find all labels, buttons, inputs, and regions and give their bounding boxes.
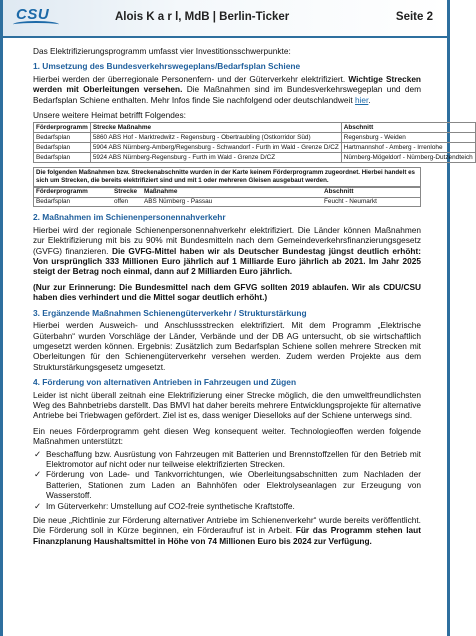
- t1-cell: Bedarfsplan: [34, 153, 91, 163]
- s1-text-bold: Wichtige Strecken werden mit Oberleitungen versehen.: [33, 73, 422, 95]
- t2-col-abschnitt: Abschnitt: [324, 188, 354, 196]
- table-1-header: [34, 123, 476, 133]
- t1-cell: Bedarfsplan: [34, 143, 91, 153]
- table-1: [33, 122, 476, 163]
- table-row: [34, 143, 476, 153]
- section-4-paragraph-2: Ein neues Förderprogramm geht diesen Weg konsequent weiter. Technologieoffen werden folgende Maßnahmen unterstützt:: [33, 425, 421, 447]
- table-row: [34, 133, 476, 143]
- section-3-heading: 3. Ergänzende Maßnahmen Schienengüterverkehr / Strukturstärkung: [33, 307, 307, 318]
- t2-col-foerderprogramm: Förderprogramm: [36, 188, 88, 196]
- logo-text: CSU: [16, 6, 50, 23]
- s4-text-bold: Für das Programm stehen laut Finanzplanung Haushaltsmittel in Höhe von 74 Millionen Euro bis 2024 zur Verfügung.: [33, 525, 422, 546]
- list-item: [33, 469, 421, 500]
- here-link[interactable]: hier: [354, 94, 369, 105]
- section-1-heading: 1. Umsetzung des Bundesverkehrswegeplans/Bedarfsplan Schiene: [33, 61, 301, 72]
- table-2-header: [34, 188, 420, 197]
- t2-cell: offen: [114, 197, 129, 205]
- section-4-heading: 4. Förderung von alternativen Antrieben in Fahrzeugen und Zügen: [33, 377, 297, 388]
- s1-text-c: Die Maßnahmen sind im Bundesverkehrswegeplan und dem Bedarfsplan Schiene enthalten. Mehr Infos finde Sie nachfolgend oder deutschlandweit: [33, 84, 421, 105]
- section-1-paragraph: Hierbei werden der überregionale Personenfern- und der Güterverkehr elektrifiziert. Wichtige Strecken werden mit Oberleitungen versehen. Die Maßnahmen sind im Bundesverkehrswegeplan und dem Bedarfsplan Schiene enthalten. Mehr Infos finde Sie nachfolgend oder deutschlandweit hier.: [33, 73, 422, 105]
- list-item-text: Im Güterverkehr: Umstellung auf CO2-freie synthetische Kraftstoffe.: [46, 500, 295, 511]
- list-item-text: Förderung von Lade- und Tankvorrichtungen, wie Oberleitungsabschnitten zum Nachladen der Batterien, Stationen zum Laden an Bahnhöfen oder Elektrolyseanlagen zur Erzeugung von Wasserstoff.: [46, 469, 421, 501]
- t2-cell: ABS Nürnberg - Passau: [144, 197, 213, 205]
- intro: Das Elektrifizierungsprogramm umfasst vier Investitionsschwerpunkte:: [33, 46, 291, 56]
- logo-swoosh: [13, 21, 59, 28]
- t2-cell: Bedarfsplan: [36, 197, 71, 205]
- t1-cell: Bedarfsplan: [34, 133, 91, 143]
- t1-cell: 5924 ABS Nürnberg-Regensburg - Furth im Wald - Grenze D/CZ: [90, 153, 341, 163]
- section-4-paragraph-3: [33, 515, 421, 546]
- table-2: [33, 187, 421, 207]
- t1-cell: Hartmannshof - Amberg - Irrenlohe: [341, 143, 475, 153]
- t1-col-strecke: Strecke: [92, 124, 116, 132]
- section-2-heading: 2. Maßnahmen im Schienenpersonennahverkehr: [33, 212, 226, 223]
- t1-cell: 5904 ABS Nürnberg-Amberg/Regensburg - Schwandorf - Furth im Wald - Grenze D/CZ: [90, 143, 341, 153]
- table-row: [34, 197, 420, 207]
- checkmark-icon: ✓: [34, 469, 41, 480]
- t1-col-massnahme: Maßnahme: [117, 124, 152, 132]
- s1-text-a: Hierbei werden der überregionale Personenfern- und der Güterverkehr elektrifiziert.: [33, 73, 346, 84]
- t2-cell: Feucht - Neumarkt: [324, 197, 377, 205]
- section-4-paragraph-1: Leider ist nicht überall zeitnah eine Elektrifizierung einer Strecke möglich, die den umweltfreundlichsten Weg des Bahnbetriebs darstellt. Das BMVI hat daher bereits mehrere Entwicklungsprojekte für alternative Antriebe bei Triebwagen gefördert. Ziel ist es, dass weniger Dieselloks auf der Schiene unterwegs sind.: [33, 389, 421, 421]
- checkmark-icon: ✓: [34, 448, 41, 459]
- measures-list: [33, 449, 421, 511]
- header-title: Alois K a r l, MdB | Berlin-Ticker: [115, 11, 290, 23]
- t1-cell: 5860 ABS Hof - Marktredwitz - Regensburg - Obertraubling (Ostkorridor Süd): [90, 133, 341, 143]
- section-1-paragraph-2: Unsere weitere Heimat betrifft Folgendes:: [33, 110, 186, 121]
- section-2-paragraph: [33, 225, 421, 277]
- section-2-reminder: (Nur zur Erinnerung: Die Bundesmittel nach dem GFVG sollten 2019 ablaufen. Wir als CDU/CSU haben dies verhindert und die Mittel sogar deutlich erhöht.): [33, 281, 421, 303]
- t2-col-massnahme: Maßnahme: [144, 188, 178, 196]
- t1-col-abschnitt: Abschnitt: [341, 123, 475, 133]
- csu-logo: [13, 6, 61, 28]
- checkmark-icon: ✓: [34, 500, 41, 511]
- t1-col-strecke-massnahme: [90, 123, 341, 133]
- unassigned-note: Die folgenden Maßnahmen bzw. Streckenabschnitte wurden in der Karte keinem Förderprogramm zugeordnet. Hierbei handelt es sich um Strecken, die bereits elektrifiziert sind und mit 1 oder mehreren Gleisen ausgebaut werden.: [33, 167, 421, 187]
- t2-col-strecke: Strecke: [114, 188, 138, 196]
- section-3-paragraph: Hierbei werden Ausweich- und Anschlussstrecken elektrifiziert. Mit dem Programm „Elektrische Güterbahn“ wurden Vorschläge der Länder, Verbände und der DB AG untersucht, ob sie wirtschaftlich umgesetzt werden können. Ergebnis: Zusätzlich zum Bedarfsplan Schiene sollen mehrere Strecken mit Oberleitungen für den Schienengüterverkehr versehen werden. Zudem werden Projekte aus dem Strukturstärkungsgesetz umgesetzt.: [33, 320, 421, 372]
- page-number: Seite 2: [395, 11, 433, 23]
- table-row: [34, 153, 476, 163]
- t1-cell: Regensburg - Weiden: [341, 133, 475, 143]
- list-item: [33, 501, 421, 511]
- list-item-text: Beschaffung bzw. Ausrüstung von Fahrzeugen mit Batterien und Brennstoffzellen für den Betrieb mit Elektromotor auf nicht oder nur teilweise elektrifizierten Strecken.: [46, 448, 421, 469]
- s2-text-a: Hierbei wird der regionale Schienenpersonennahverkehr elektrifiziert. Die Länder können Maßnahmen zur Elektrifizierung mit bis zu 90% mit Bundesmitteln nach dem Gemeindeverkehrsfinanzierungsgesetz (GVFG) finanzieren.: [33, 224, 421, 256]
- header: [3, 0, 447, 38]
- t1-col-foerderprogramm: Förderprogramm: [34, 123, 91, 133]
- content: [33, 46, 473, 551]
- s4-text-a: Die neue „Richtlinie zur Förderung alternativer Antriebe im Schienenverkehr“ wurde bereits veröffentlicht. Die Förderung soll in Kürze beginnen, ein Förderaufruf ist in Arbeit.: [33, 515, 421, 536]
- s2-text-bold: Die GVFG-Mittel haben wir als Deutscher Bundestag jüngst deutlich erhöht: Von ursprünglich 333 Millionen Euro jährlich auf 1 Milliarde Euro jährlich ab 2021. Im Jahr 2025 steigt der Betrag noch einmal, dann auf 2 Milliarden Euro jährlich.: [33, 245, 421, 277]
- list-item: [33, 449, 421, 470]
- t1-cell: Nürnberg-Mögeldorf - Nürnberg-Dutzendteich: [341, 153, 475, 163]
